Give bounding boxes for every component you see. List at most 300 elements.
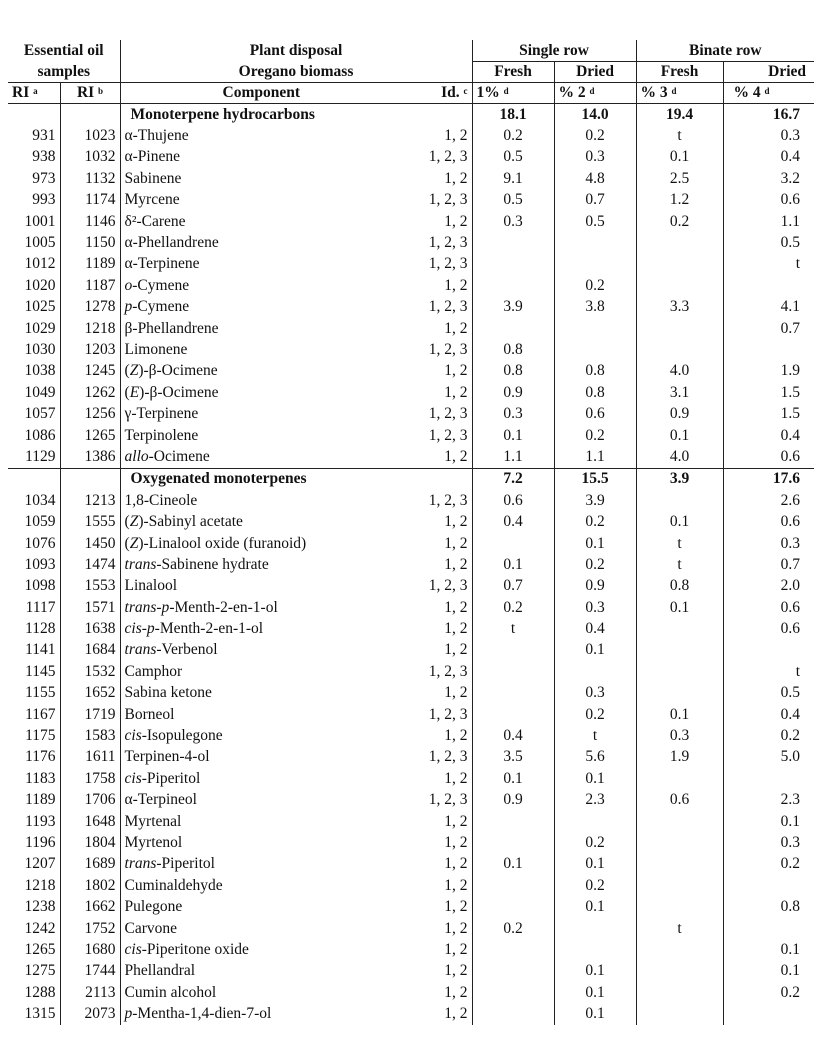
percent-value: t <box>472 618 554 639</box>
percent-value: 0.7 <box>554 190 636 211</box>
table-row <box>8 811 814 832</box>
component-part: Camphor <box>124 662 183 680</box>
component-part: Sabina ketone <box>124 684 212 702</box>
ri-b-value: 1680 <box>60 939 120 960</box>
col2-header: % 2 $^d$ <box>554 83 636 104</box>
percent-value: 0.9 <box>636 403 723 424</box>
component-name <box>120 747 402 768</box>
component-name <box>120 661 402 682</box>
ri-b-value: 1265 <box>60 425 120 446</box>
identification: 1, 2 <box>444 212 468 230</box>
percent-value <box>636 232 723 253</box>
component-name <box>120 683 402 704</box>
ri-a-value: 1288 <box>24 983 56 1001</box>
oregano-biomass-header: Oregano biomass <box>120 62 472 83</box>
table-row <box>8 446 814 468</box>
component-part: δ²-Carene <box>124 212 186 230</box>
group-total: 15.5 <box>554 468 636 490</box>
component-part: Borneol <box>124 705 175 723</box>
identification: 1, 2, 3 <box>428 426 468 444</box>
ri-b-value: 1150 <box>60 232 120 253</box>
identification: 1, 2, 3 <box>428 662 468 680</box>
percent-value <box>472 661 554 682</box>
ri-b-value: 1662 <box>60 896 120 917</box>
component-name <box>120 854 402 875</box>
table-row <box>8 875 814 896</box>
component-name <box>120 1003 402 1024</box>
percent-value: 0.2 <box>554 125 636 146</box>
percent-value <box>554 232 636 253</box>
component-name <box>120 403 402 424</box>
percent-value: 0.2 <box>554 832 636 853</box>
component-part: Terpinolene <box>124 426 199 444</box>
percent-value: 0.3 <box>636 725 723 746</box>
ri-a-cell <box>8 468 60 490</box>
component-part: -Menth-2-en-1-ol <box>154 620 264 638</box>
ri-b-value: 1571 <box>60 597 120 618</box>
percent-value: 0.7 <box>723 318 814 339</box>
percent-value: 0.4 <box>554 618 636 639</box>
binate-dried-header: Dried <box>723 62 814 83</box>
component-part: -Piperitol <box>141 769 201 787</box>
percent-value <box>636 640 723 661</box>
ri-a-header: RI $^a$ <box>8 83 60 104</box>
identification: 1, 2 <box>444 919 468 937</box>
header-row-1 <box>8 40 814 62</box>
percent-value: t <box>636 554 723 575</box>
percent-value: 0.4 <box>723 147 814 168</box>
ri-a-value: 1030 <box>24 340 56 358</box>
col1-header: 1% $^d$ <box>472 83 554 104</box>
percent-value: 3.2 <box>723 168 814 189</box>
table-row <box>8 403 814 424</box>
percent-value: 0.2 <box>554 554 636 575</box>
percent-value: 0.1 <box>636 597 723 618</box>
percent-value: 0.1 <box>554 640 636 661</box>
component-name <box>120 168 402 189</box>
component-part: trans-p <box>124 598 170 616</box>
table-header <box>8 40 814 104</box>
percent-value: 3.9 <box>472 297 554 318</box>
group-total: 19.4 <box>636 104 723 126</box>
percent-value: 3.3 <box>636 297 723 318</box>
percent-value <box>723 875 814 896</box>
ri-a-value: 1176 <box>25 748 56 766</box>
component-part: ( <box>124 383 130 401</box>
component-part: ( <box>124 362 130 380</box>
component-name <box>120 446 402 468</box>
identification: 1, 2 <box>444 276 468 294</box>
table-row <box>8 832 814 853</box>
component-part: Linalool <box>124 577 178 595</box>
component-part: -Ocimene <box>148 447 210 465</box>
ri-b-value: 1804 <box>60 832 120 853</box>
percent-value <box>472 683 554 704</box>
table-row <box>8 211 814 232</box>
identification: 1, 2 <box>444 855 468 873</box>
id-header: Id. $^c$ <box>402 83 472 104</box>
percent-value: 0.1 <box>636 147 723 168</box>
percent-value: 0.1 <box>636 704 723 725</box>
percent-value: 0.1 <box>554 961 636 982</box>
table-row <box>8 896 814 917</box>
ri-a-value: 1034 <box>24 491 56 509</box>
percent-value: 0.6 <box>723 618 814 639</box>
percent-value: 0.7 <box>472 576 554 597</box>
percent-value: 0.4 <box>472 725 554 746</box>
ri-b-value: 1146 <box>60 211 120 232</box>
identification: 1, 2 <box>444 812 468 830</box>
percent-value <box>472 318 554 339</box>
component-name <box>120 811 402 832</box>
percent-value: 0.5 <box>723 683 814 704</box>
percent-value <box>472 982 554 1003</box>
component-part: cis <box>124 769 142 787</box>
data-table-sheet <box>8 40 814 1025</box>
percent-value <box>636 875 723 896</box>
ri-a-value: 1057 <box>24 405 56 423</box>
component-name <box>120 576 402 597</box>
table-row <box>8 339 814 360</box>
group-total: 3.9 <box>636 468 723 490</box>
percent-value: 5.0 <box>723 747 814 768</box>
percent-value: 3.9 <box>554 490 636 511</box>
percent-value <box>472 961 554 982</box>
identification: 1, 2 <box>444 534 468 552</box>
table-row <box>8 768 814 789</box>
percent-value: 0.1 <box>723 961 814 982</box>
component-part: cis <box>124 940 142 958</box>
ri-a-value: 1315 <box>24 1005 56 1023</box>
percent-value: 0.1 <box>472 554 554 575</box>
percent-value: 0.1 <box>554 533 636 554</box>
ri-b-value: 1174 <box>60 190 120 211</box>
binate-fresh-header: Fresh <box>636 62 723 83</box>
percent-value: t <box>636 533 723 554</box>
single-fresh-header: Fresh <box>472 62 554 83</box>
table-row <box>8 190 814 211</box>
component-part: -Verbenol <box>156 641 218 659</box>
component-part: α-Thujene <box>124 127 189 145</box>
group-row <box>8 468 814 490</box>
identification: 1, 2, 3 <box>428 577 468 595</box>
percent-value: 3.8 <box>554 297 636 318</box>
group-name: Monoterpene hydrocarbons <box>120 104 402 126</box>
percent-value: 0.1 <box>472 425 554 446</box>
component-part: γ-Terpinene <box>124 405 199 423</box>
percent-value: 0.1 <box>554 854 636 875</box>
ri-a-value: 1029 <box>24 319 56 337</box>
percent-value <box>472 704 554 725</box>
component-part: cis-p <box>124 620 155 638</box>
ri-b-value: 1189 <box>60 254 120 275</box>
percent-value: t <box>723 254 814 275</box>
table-row <box>8 618 814 639</box>
percent-value: 0.5 <box>723 232 814 253</box>
ri-a-value: 1038 <box>24 362 56 380</box>
identification: 1, 2, 3 <box>428 148 468 166</box>
percent-value <box>472 275 554 296</box>
component-part: )-Linalool oxide (furanoid) <box>138 534 307 552</box>
component-name <box>120 361 402 382</box>
percent-value <box>554 918 636 939</box>
percent-value: 0.8 <box>723 896 814 917</box>
ri-a-value: 1189 <box>25 791 56 809</box>
percent-value <box>554 339 636 360</box>
percent-value: 0.2 <box>636 211 723 232</box>
ri-a-value: 1129 <box>25 447 56 465</box>
ri-a-value: 1117 <box>25 598 56 616</box>
identification: 1, 2 <box>444 513 468 531</box>
percent-value <box>472 832 554 853</box>
component-name <box>120 768 402 789</box>
identification: 1, 2, 3 <box>428 255 468 273</box>
identification: 1, 2, 3 <box>428 405 468 423</box>
percent-value: 0.4 <box>472 511 554 532</box>
ri-a-value: 1049 <box>24 383 56 401</box>
percent-value: 0.6 <box>723 597 814 618</box>
identification: 1, 2 <box>444 127 468 145</box>
header-row-3 <box>8 83 814 104</box>
percent-value: 1.1 <box>554 446 636 468</box>
ri-a-value: 1265 <box>24 940 56 958</box>
percent-value: 0.6 <box>472 490 554 511</box>
component-part: Limonene <box>124 340 188 358</box>
table-row <box>8 147 814 168</box>
component-part: ( <box>124 513 130 531</box>
component-name <box>120 961 402 982</box>
ri-a-value: 1218 <box>24 876 56 894</box>
component-part: )-β-Ocimene <box>139 383 219 401</box>
header-row-2 <box>8 62 814 83</box>
samples-header-line2: samples <box>8 62 120 83</box>
ri-b-value: 1474 <box>60 554 120 575</box>
ri-b-value: 1218 <box>60 318 120 339</box>
ri-b-value: 1583 <box>60 725 120 746</box>
ri-a-value: 1098 <box>24 577 56 595</box>
identification: 1, 2 <box>444 319 468 337</box>
ri-a-value: 1193 <box>25 812 56 830</box>
col4-header: % 4 $^d$ <box>723 83 814 104</box>
group-total: 7.2 <box>472 468 554 490</box>
ri-a-value: 1059 <box>24 513 56 531</box>
ri-b-value: 1132 <box>60 168 120 189</box>
identification: 1, 2 <box>444 962 468 980</box>
percent-value <box>554 661 636 682</box>
percent-value <box>636 661 723 682</box>
component-name <box>120 790 402 811</box>
ri-a-value: 1196 <box>25 833 56 851</box>
percent-value: 5.6 <box>554 747 636 768</box>
percent-value: 1.9 <box>723 361 814 382</box>
identification: 1, 2 <box>444 362 468 380</box>
percent-value <box>636 490 723 511</box>
ri-b-value: 1555 <box>60 511 120 532</box>
percent-value: 0.2 <box>472 918 554 939</box>
component-name <box>120 232 402 253</box>
percent-value: 3.1 <box>636 382 723 403</box>
identification: 1, 2 <box>444 983 468 1001</box>
percent-value <box>636 254 723 275</box>
percent-value: 0.2 <box>554 275 636 296</box>
table-row <box>8 790 814 811</box>
component-name <box>120 190 402 211</box>
table-body <box>8 104 814 1025</box>
identification: 1, 2, 3 <box>428 234 468 252</box>
identification: 1, 2 <box>444 598 468 616</box>
percent-value <box>472 254 554 275</box>
percent-value: 9.1 <box>472 168 554 189</box>
ri-a-value: 993 <box>32 191 56 209</box>
essential-oil-table <box>8 40 814 1025</box>
table-row <box>8 597 814 618</box>
percent-value: 0.5 <box>472 190 554 211</box>
component-part: p <box>124 298 133 316</box>
ri-b-cell <box>60 468 120 490</box>
percent-value <box>723 1003 814 1024</box>
percent-value: 4.0 <box>636 361 723 382</box>
percent-value <box>472 232 554 253</box>
ri-a-value: 1167 <box>25 705 56 723</box>
component-name <box>120 875 402 896</box>
component-part: Sabinene <box>124 169 182 187</box>
table-row <box>8 1003 814 1024</box>
component-part: Terpinen-4-ol <box>124 748 210 766</box>
percent-value: 0.6 <box>554 403 636 424</box>
ri-b-value: 1450 <box>60 533 120 554</box>
percent-value: 0.8 <box>636 576 723 597</box>
ri-b-value: 1758 <box>60 768 120 789</box>
percent-value <box>723 768 814 789</box>
table-row <box>8 704 814 725</box>
ri-b-value: 1023 <box>60 125 120 146</box>
ri-a-value: 973 <box>32 169 56 187</box>
component-name <box>120 275 402 296</box>
component-name <box>120 704 402 725</box>
table-row <box>8 747 814 768</box>
component-part: p <box>124 1005 133 1023</box>
table-row <box>8 297 814 318</box>
percent-value: 0.2 <box>554 511 636 532</box>
identification: 1, 2 <box>444 447 468 465</box>
percent-value: 0.1 <box>472 854 554 875</box>
percent-value <box>636 939 723 960</box>
percent-value: 3.5 <box>472 747 554 768</box>
component-part: -Cymene <box>132 276 190 294</box>
percent-value <box>472 896 554 917</box>
ri-a-value: 1207 <box>24 855 56 873</box>
ri-b-value: 1532 <box>60 661 120 682</box>
percent-value: 0.2 <box>554 875 636 896</box>
ri-a-value: 1001 <box>24 212 56 230</box>
ri-b-value: 1638 <box>60 618 120 639</box>
ri-b-value: 2113 <box>60 982 120 1003</box>
percent-value <box>636 982 723 1003</box>
ri-a-value: 1238 <box>24 898 56 916</box>
component-part: Carvone <box>124 919 178 937</box>
percent-value <box>472 939 554 960</box>
identification: 1, 2, 3 <box>428 340 468 358</box>
component-part: -Isopulegone <box>141 727 223 745</box>
ri-a-value: 938 <box>32 148 56 166</box>
percent-value: 1.9 <box>636 747 723 768</box>
percent-value: 4.1 <box>723 297 814 318</box>
table-row <box>8 854 814 875</box>
percent-value: 0.6 <box>636 790 723 811</box>
percent-value <box>554 318 636 339</box>
component-part: Cumin alcohol <box>124 983 217 1001</box>
table-row <box>8 725 814 746</box>
percent-value: 1.1 <box>472 446 554 468</box>
ri-b-value: 1213 <box>60 490 120 511</box>
percent-value: 0.3 <box>554 683 636 704</box>
percent-value: 1.1 <box>723 211 814 232</box>
percent-value: 0.3 <box>472 211 554 232</box>
component-part: -Menth-2-en-1-ol <box>169 598 278 616</box>
percent-value: 0.6 <box>723 446 814 468</box>
percent-value: 0.5 <box>554 211 636 232</box>
table-row <box>8 318 814 339</box>
component-name <box>120 211 402 232</box>
ri-b-value: 1689 <box>60 854 120 875</box>
component-name <box>120 725 402 746</box>
group-total: 16.7 <box>723 104 814 126</box>
ri-b-value: 1553 <box>60 576 120 597</box>
percent-value: 0.3 <box>554 597 636 618</box>
component-part: o <box>124 276 133 294</box>
percent-value <box>472 811 554 832</box>
percent-value: 0.4 <box>723 704 814 725</box>
percent-value: 0.6 <box>723 511 814 532</box>
component-name <box>120 254 402 275</box>
ri-b-value: 1744 <box>60 961 120 982</box>
percent-value <box>554 939 636 960</box>
table-row <box>8 168 814 189</box>
ri-a-value: 1086 <box>24 426 56 444</box>
percent-value: 0.3 <box>723 125 814 146</box>
plant-disposal-header: Plant disposal <box>120 40 472 62</box>
ri-b-value: 1245 <box>60 361 120 382</box>
identification: 1, 2, 3 <box>428 491 468 509</box>
component-name <box>120 832 402 853</box>
percent-value: 2.3 <box>723 790 814 811</box>
table-row <box>8 490 814 511</box>
component-name <box>120 554 402 575</box>
percent-value: 0.1 <box>636 425 723 446</box>
table-row <box>8 533 814 554</box>
percent-value: 0.2 <box>554 425 636 446</box>
percent-value <box>636 768 723 789</box>
component-part: α-Pinene <box>124 148 180 166</box>
samples-header: Essential oil <box>23 42 104 60</box>
binate-row-header: Binate row <box>636 40 814 62</box>
id-cell <box>402 468 472 490</box>
component-part: α-Phellandrene <box>124 234 219 252</box>
table-row <box>8 232 814 253</box>
percent-value: 1.5 <box>723 403 814 424</box>
percent-value: 0.1 <box>636 511 723 532</box>
component-name <box>120 297 402 318</box>
component-part: α-Terpinene <box>124 255 200 273</box>
component-part: allo <box>124 447 149 465</box>
percent-value <box>636 896 723 917</box>
group-name: Oxygenated monoterpenes <box>120 468 402 490</box>
table-row <box>8 425 814 446</box>
component-part: ( <box>124 534 130 552</box>
component-name <box>120 939 402 960</box>
component-name <box>120 640 402 661</box>
percent-value: 1.5 <box>723 382 814 403</box>
